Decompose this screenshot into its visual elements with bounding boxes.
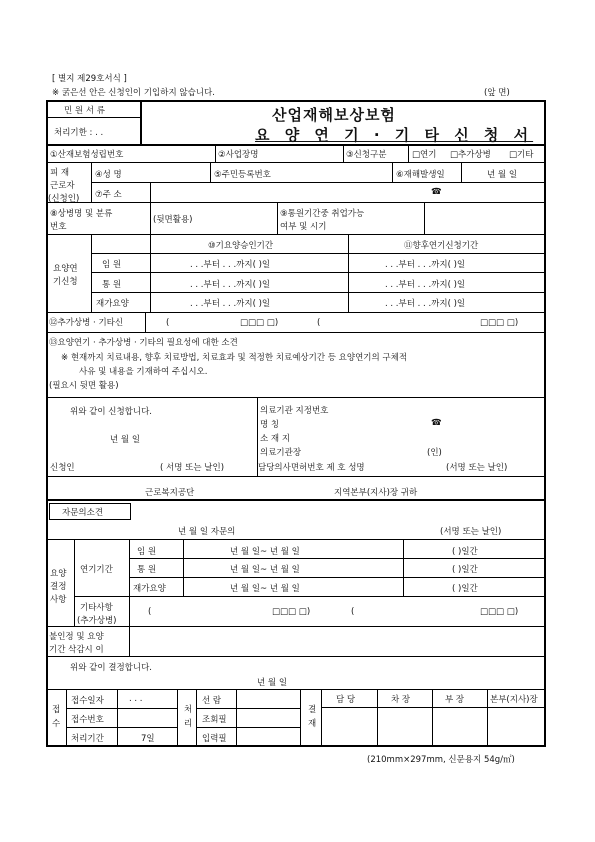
approver-manager: 부 장 (445, 695, 465, 705)
receipt-label-2: 수 (52, 719, 61, 729)
seal-mark: (인) (427, 448, 442, 458)
rrn-label: ⑤주민등록번호 (214, 170, 271, 180)
additional-paren-2: ( (317, 318, 321, 328)
form-type: 민 원 서 류 (64, 106, 105, 116)
name-label: ④성 명 (95, 170, 122, 180)
option-additional-checkbox[interactable]: □추가상병 (450, 150, 491, 160)
doctor-license-label: 담당의사면허번호 제 호 성명 (258, 463, 365, 473)
additional-paren: ( (166, 318, 170, 328)
option-other-checkbox[interactable]: □기타 (509, 150, 534, 160)
see-back-note: (뒷면활용) (153, 215, 193, 225)
additional-code-1: □□□ □) (240, 318, 279, 328)
process-label: 처 (184, 705, 193, 715)
frame-top (46, 100, 546, 102)
approver-staff: 담 당 (336, 695, 356, 705)
decision-group-label-3: 사항 (50, 595, 67, 605)
approver-branch-head: 본부(지사)장 (490, 695, 538, 705)
form-number: [ 별지 제29호서식 ] (52, 74, 127, 84)
decision-row-days: ( )일간 (452, 565, 478, 575)
form-subtitle: 요 양 연 기 · 기 타 신 청 서 (255, 126, 534, 144)
decision-date: 년 월 일 (257, 678, 288, 688)
frame-bottom (46, 745, 546, 747)
decision-group-label-2: 결정 (50, 582, 67, 592)
phone-icon: ☎ (431, 187, 442, 197)
approval-label-2: 재 (308, 719, 317, 729)
other-label-2: (추가상병) (77, 616, 117, 626)
organization: 근로복지공단 (145, 488, 195, 498)
branch-addressee: 지역본부(지사)장 귀하 (334, 488, 418, 498)
insurance-number-label: ①산재보험성립번호 (50, 150, 124, 160)
accident-date-value: 년 월 일 (487, 170, 518, 180)
decision-row-range: 년 월 일~ 년 월 일 (230, 565, 300, 575)
applicant-group-label: 피 재 (50, 168, 70, 178)
paper-spec: (210mm×297mm, 신문용지 54g/㎡) (367, 755, 515, 765)
receipt-date-value: . . . (129, 694, 143, 704)
reject-label-2: 기간 삭감시 이 (49, 645, 104, 655)
additional-code-2: □□□ □) (480, 318, 519, 328)
decision-row-range: 년 월 일~ 년 월 일 (230, 547, 300, 557)
ext-row-next: . . .부터 . . .까지( )일 (385, 260, 466, 270)
additional-label: ⑫추가상병 · 기타신 (49, 318, 124, 328)
apply-type-label: ③신청구분 (346, 150, 387, 160)
other-paren: ( (148, 607, 152, 617)
apply-date: 년 월 일 (110, 435, 141, 445)
extension-group-label-2: 기신청 (53, 277, 78, 287)
page-side: (앞 면) (484, 88, 510, 98)
opinion-title: ⑬요양연기 · 추가상병 · 기타의 필요성에 대한 소견 (49, 338, 238, 348)
receipt-label: 접 (52, 705, 61, 715)
accident-date-label: ⑥재해발생일 (396, 170, 445, 180)
process-deadline: 처리기한 : . . (54, 128, 104, 138)
requested-period-header: ⑪향후연기신청기간 (404, 241, 479, 251)
extension-group-label: 요양연 (53, 264, 78, 274)
other-code-1: □□□ □) (272, 607, 311, 617)
advice-signature: (서명 또는 날인) (440, 527, 502, 537)
decision-row-name: 임 원 (137, 547, 157, 557)
other-paren-2: ( (351, 607, 355, 617)
process-period-label: 처리기간 (71, 734, 104, 744)
approver-deputy: 차 장 (391, 695, 411, 705)
ext-row-name: 재가요양 (96, 299, 129, 309)
form-title: 산업재해보상보험 (272, 106, 396, 124)
institution-name-label: 명 칭 (260, 420, 280, 430)
advice-label: 자문의소견 (62, 508, 104, 518)
doctor-signature: (서명 또는 날인) (446, 463, 508, 473)
ext-row-name: 통 원 (102, 280, 122, 290)
decision-row-days: ( )일간 (452, 547, 478, 557)
reject-label: 불인정 및 요양 (49, 632, 104, 642)
ext-row-name: 임 원 (102, 260, 122, 270)
workplace-label: ②사업장명 (218, 150, 259, 160)
instruction-note: ※ 굵은선 안은 신청인이 기입하지 않습니다. (52, 88, 215, 98)
process-period-value: 7일 (141, 734, 155, 744)
advice-date: 년 월 일 자문의 (178, 527, 236, 537)
disease-label: ⑧상병명 및 분류 (50, 209, 113, 219)
receipt-number-label: 접수번호 (71, 715, 104, 725)
ext-row-prev: . . .부터 . . .까지( )일 (190, 299, 271, 309)
institution-address-label: 소 재 지 (260, 434, 291, 444)
institution-head-label: 의료기관장 (260, 448, 302, 458)
input-label: 입력필 (202, 734, 227, 744)
option-extension-checkbox[interactable]: □연기 (412, 150, 437, 160)
decision-row-name: 통 원 (137, 565, 157, 575)
institution-number-label: 의료기관 지정번호 (260, 406, 329, 416)
decided-statement: 위와 같이 결정합니다. (70, 663, 153, 673)
ext-row-next: . . .부터 . . .까지( )일 (385, 299, 466, 309)
frame-right (544, 100, 546, 747)
phone-icon: ☎ (431, 418, 442, 428)
applicant-group-label-3: (신청인) (48, 194, 80, 204)
period-label: 연기기간 (80, 565, 113, 575)
applicant-label: 신청인 (50, 463, 75, 473)
ext-row-prev: . . .부터 . . .까지( )일 (190, 280, 271, 290)
work-possible-label-2: 여부 및 시기 (280, 222, 327, 232)
ext-row-next: . . .부터 . . .까지( )일 (385, 280, 466, 290)
decision-row-name: 재가요양 (133, 584, 166, 594)
lookup-label: 조회필 (202, 715, 227, 725)
process-label-2: 리 (184, 719, 193, 729)
approval-label: 결 (308, 705, 317, 715)
ext-row-prev: . . .부터 . . .까지( )일 (190, 260, 271, 270)
other-label: 기타사항 (80, 603, 113, 613)
approved-period-header: ⑩기요양승인기간 (208, 241, 274, 251)
applicant-group-label-2: 근로자 (50, 181, 75, 191)
applicant-signature: ( 서명 또는 날인) (160, 463, 225, 473)
review-label: 선 람 (202, 696, 222, 706)
opinion-instruction: ※ 현재까지 치료내용, 향후 치료방법, 치료효과 및 적정한 치료예상기간 등 요양연기의 구체적 (61, 353, 408, 363)
decision-row-days: ( )일간 (452, 584, 478, 594)
disease-label-2: 번호 (50, 222, 67, 232)
opinion-instruction-2: 사유 및 내용을 기재하여 주십시오. (79, 367, 208, 377)
other-code-2: □□□ □) (480, 607, 519, 617)
receipt-date-label: 접수일자 (71, 696, 104, 706)
address-label: ⑦주 소 (95, 190, 122, 200)
work-possible-label: ⑨통원기간중 취업가능 (280, 209, 365, 219)
decision-group-label: 요양 (50, 569, 67, 579)
opinion-note: (필요시 뒷면 활용) (49, 381, 119, 391)
applied-statement: 위와 같이 신청합니다. (70, 407, 153, 417)
decision-row-range: 년 월 일~ 년 월 일 (230, 584, 300, 594)
